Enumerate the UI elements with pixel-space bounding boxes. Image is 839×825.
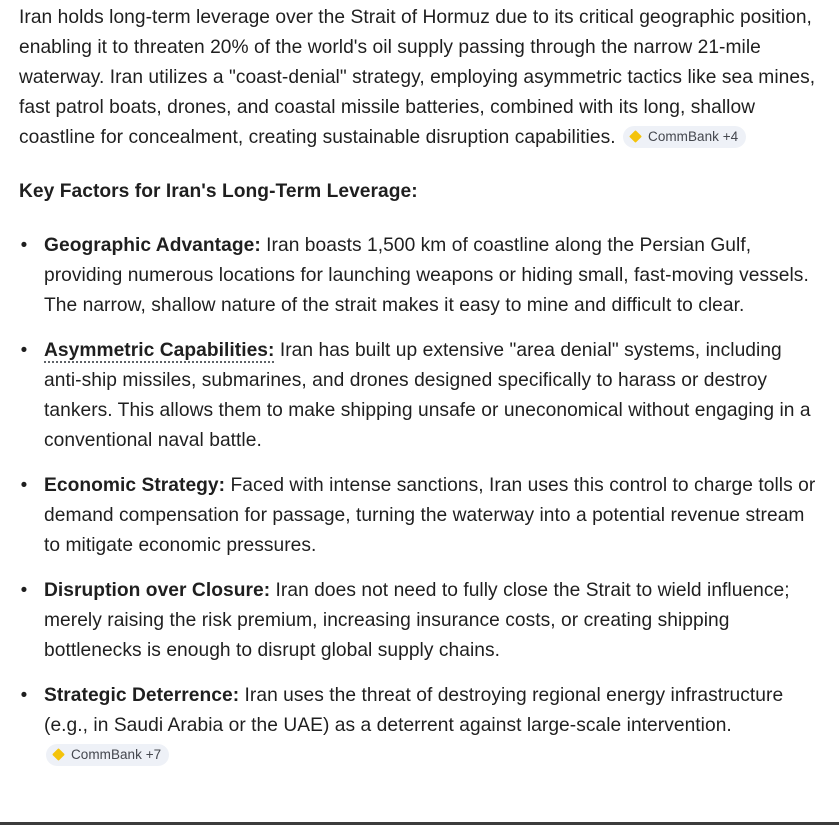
list-item-strategic-deterrence <box>19 681 819 771</box>
bullet-icon: • <box>20 685 28 706</box>
factor-term: Strategic Deterrence: <box>44 685 240 706</box>
diamond-icon <box>629 130 642 143</box>
factor-term: Economic Strategy: <box>44 475 226 496</box>
intro-text: Iran holds long-term leverage over the Strait of Hormuz due to its critical geographic position, enabling it to threaten 20% of the world's oil supply passing through the narrow 21-mile waterway. Iran utilizes a "coast-denial" strategy, employing asymmetric tactics like sea mines, fast patrol boats, drones, and coastal missile batteries, combined with its long, shallow coastline for concealment, creating sustainable disruption capabilities. <box>19 7 816 148</box>
source-chip-intro[interactable] <box>623 126 746 148</box>
factor-term: Disruption over Closure: <box>44 580 271 601</box>
bullet-icon: • <box>20 340 28 361</box>
source-chip-label: CommBank +7 <box>71 746 162 762</box>
factor-text: Iran has built up extensive "area denial" systems, including anti-ship missiles, submarines, and drones designed specifically to harass or destroy tankers. This allows them to make shipping unsafe or uneconomical without engaging in a conventional naval battle. <box>44 340 811 451</box>
bullet-icon: • <box>20 580 28 601</box>
list-item-asymmetric-capabilities <box>19 336 819 456</box>
list-item-geographic-advantage <box>19 231 819 321</box>
factors-list <box>19 231 819 771</box>
factor-text: Faced with intense sanctions, Iran uses this control to charge tolls or demand compensation for passage, turning the waterway into a potential revenue stream to mitigate economic pressures. <box>44 475 816 556</box>
section-heading: Key Factors for Iran's Long-Term Leverage: <box>19 181 418 202</box>
factor-term <box>44 340 274 363</box>
list-item-economic-strategy <box>19 471 819 561</box>
asymmetric-term-link[interactable]: Asymmetric Capabilities: <box>44 340 275 361</box>
bullet-icon: • <box>20 235 28 256</box>
bullet-icon: • <box>20 475 28 496</box>
diamond-icon <box>52 748 65 761</box>
source-chip-label: CommBank +4 <box>648 128 739 144</box>
response-content <box>19 3 819 786</box>
source-chip-deterrence[interactable] <box>46 744 169 766</box>
factor-text: Iran boasts 1,500 km of coastline along the Persian Gulf, providing numerous locations for launching weapons or hiding small, fast-moving vessels. The narrow, shallow nature of the strait makes it easy to mine and difficult to clear. <box>44 235 809 316</box>
factor-text: Iran uses the threat of destroying regional energy infrastructure (e.g., in Saudi Arabia or the UAE) as a deterrent against large-scale intervention. <box>44 685 784 736</box>
list-item-disruption-over-closure <box>19 576 819 666</box>
factor-term: Geographic Advantage: <box>44 235 261 256</box>
factor-text: Iran does not need to fully close the Strait to wield influence; merely raising the risk premium, increasing insurance costs, or creating shipping bottlenecks is enough to disrupt global supply chains. <box>44 580 790 661</box>
intro-paragraph <box>19 3 819 153</box>
